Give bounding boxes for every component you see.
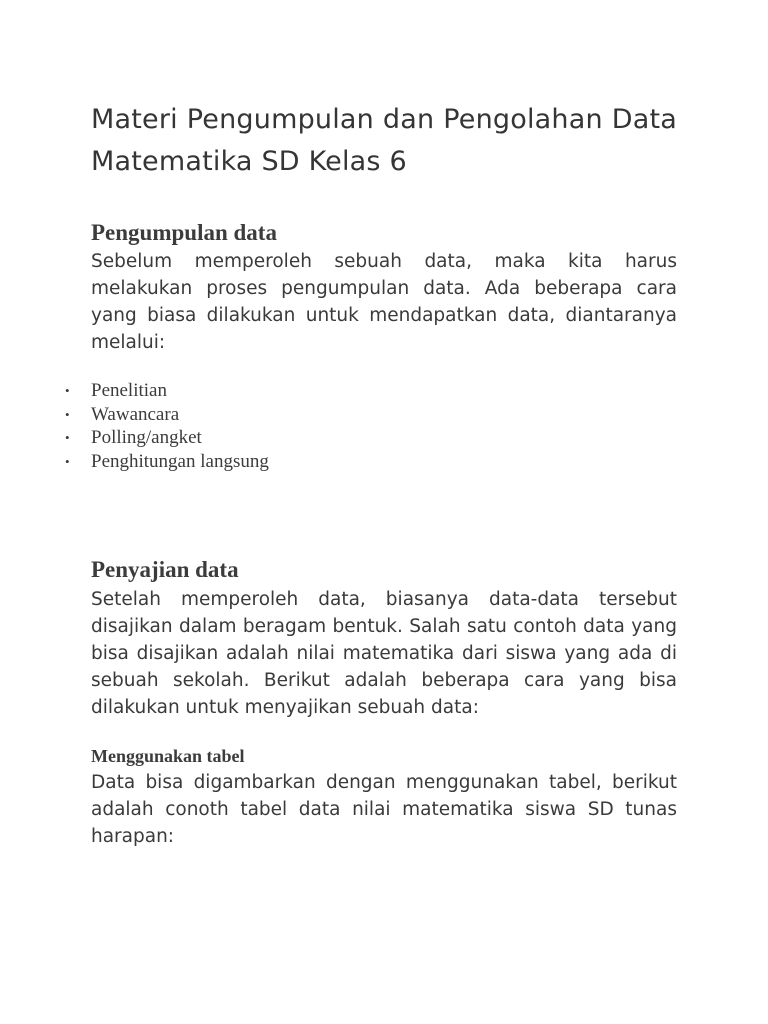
bullet-icon: • bbox=[65, 453, 70, 469]
section-paragraph-penyajian: Setelah memperoleh data, biasanya data-data tersebut disajikan dalam beragam bentuk. Salah satu contoh data yang bisa disajikan adalah nilai matematika dari siswa yang ada di sebuah sekolah. Berikut adalah beberapa cara yang bisa dilakukan untuk menyajikan sebuah data: bbox=[91, 589, 677, 718]
section-heading-pengumpulan: Pengumpulan data bbox=[91, 220, 277, 245]
list-item-label: Polling/angket bbox=[91, 427, 202, 448]
subsection-paragraph-tabel: Data bisa digambarkan dengan menggunakan tabel, berikut adalah conoth tabel data nilai matematika siswa SD tunas harapan: bbox=[91, 772, 677, 847]
section-heading-penyajian: Penyajian data bbox=[91, 557, 239, 582]
bullet-icon: • bbox=[65, 406, 70, 422]
bullet-icon: • bbox=[65, 383, 70, 398]
document-title: Materi Pengumpulan dan Pengolahan Data Matematika SD Kelas 6 bbox=[91, 104, 677, 177]
section-paragraph-pengumpulan: Sebelum memperoleh sebuah data, maka kita harus melakukan proses pengumpulan data. Ada beberapa cara yang biasa dilakukan untuk mendapatkan data, diantaranya melalui: bbox=[91, 251, 677, 353]
bullet-icon: • bbox=[65, 430, 70, 445]
list-item-label: Penelitian bbox=[91, 380, 167, 401]
subsection-heading-tabel: Menggunakan tabel bbox=[91, 746, 245, 766]
list-item-label: Penghitungan langsung bbox=[91, 450, 269, 472]
list-item-label: Wawancara bbox=[91, 403, 180, 425]
